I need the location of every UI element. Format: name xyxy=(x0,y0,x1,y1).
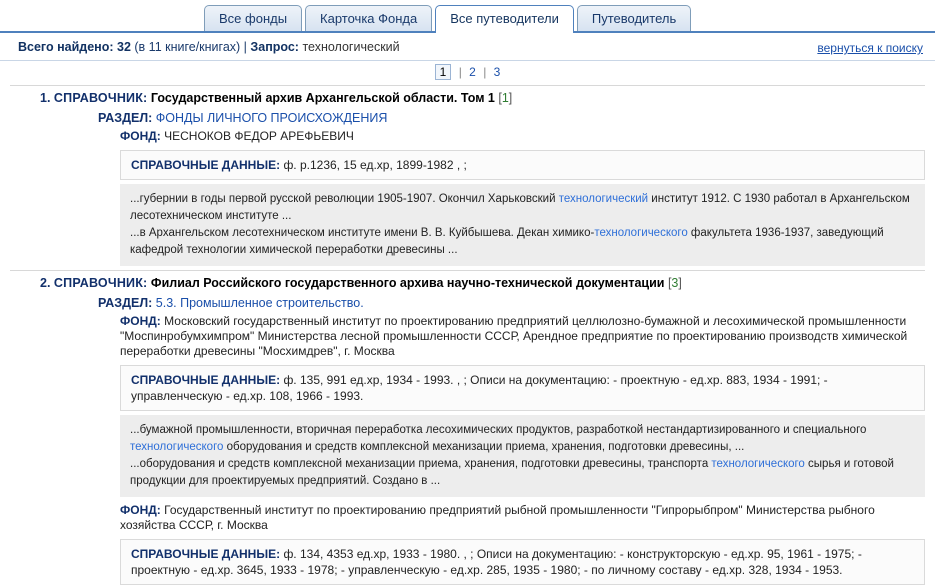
page-3-button[interactable]: 3 xyxy=(493,65,501,79)
fund-value: Московский государственный институт по проектированию предприятий целлюлозно-бумажной и лесохимической промышленности "Моспинробумхимпром" Министерства лесной промышленности СССР, Арендное предприятие по проектированию производств химической переработки древесины "Мосхимдрев", г. Москва xyxy=(120,314,908,358)
reference-data-value: ф. 135, 991 ед.хр, 1934 - 1993. , ; Описи на документацию: - проектную - ед.хр. 883, 1934 - 1991; - управленческую - ед.хр. 108, 1966 - 1993. xyxy=(131,373,828,403)
back-to-search-link[interactable]: вернуться к поиску xyxy=(817,41,923,55)
tab-all-funds[interactable]: Все фонды xyxy=(204,5,302,31)
count-bracket-close: ] xyxy=(678,276,682,290)
tab-list xyxy=(204,5,691,31)
fund-value: Государственный институт по проектированию предприятий рыбной промышленности "Гипрорыбпром" Министерства рыбного хозяйства СССР, г. Москва xyxy=(120,503,875,532)
results-list xyxy=(0,85,935,585)
pagination xyxy=(0,61,935,85)
result-item xyxy=(10,85,925,266)
snippet-line xyxy=(130,422,915,456)
fund-row xyxy=(98,312,925,361)
reference-data-label: СПРАВОЧНЫЕ ДАННЫЕ: xyxy=(131,158,281,172)
result-title[interactable]: Филиал Российского государственного архива научно-технической документации xyxy=(150,276,665,290)
reference-data-box xyxy=(120,150,925,180)
count-bracket-close: ] xyxy=(508,91,513,105)
reference-data-value: ф. р.1236, 15 ед.хр, 1899-1982 , ; xyxy=(283,158,467,172)
result-count xyxy=(668,276,682,290)
tab-fund-card[interactable]: Карточка Фонда xyxy=(305,5,432,31)
snippet-text: факультета 1936-1937, заведующий кафедрой технологии химической переработки древесины ... xyxy=(130,227,884,256)
fund-value: ЧЕСНОКОВ ФЕДОР АРЕФЬЕВИЧ xyxy=(164,129,354,143)
page-1-button[interactable]: 1 xyxy=(435,64,452,80)
result-item xyxy=(10,270,925,585)
result-heading xyxy=(10,270,925,293)
pager-separator-1: | xyxy=(458,65,462,79)
count-bracket-open: [ xyxy=(667,276,672,290)
snippet-box xyxy=(120,415,925,497)
highlighted-term[interactable]: технологический xyxy=(558,193,649,205)
count-value: 1 xyxy=(501,91,509,105)
section-value[interactable]: ФОНДЫ ЛИЧНОГО ПРОИСХОЖДЕНИЯ xyxy=(155,111,388,125)
query-value: технологический xyxy=(302,40,400,54)
results-summary xyxy=(0,33,935,61)
result-number: 2. xyxy=(40,276,51,290)
section-row xyxy=(98,293,925,312)
count-value: 3 xyxy=(671,276,679,290)
summary-separator: | xyxy=(243,40,247,54)
result-body xyxy=(10,293,925,585)
result-type-label[interactable]: СПРАВОЧНИК: xyxy=(53,91,148,105)
snippet-line xyxy=(130,191,915,225)
fund-label: ФОНД: xyxy=(120,314,161,328)
tab-bar xyxy=(0,0,935,33)
result-heading xyxy=(10,85,925,108)
snippet-text: ...оборудования и средств комплексной механизации приема, хранения, подготовки древесины, транспорта xyxy=(130,458,712,470)
fund-label: ФОНД: xyxy=(120,129,161,143)
tab-guide[interactable]: Путеводитель xyxy=(577,5,691,31)
fund-row xyxy=(98,127,925,146)
highlighted-term[interactable]: технологического xyxy=(711,458,805,470)
result-type-label[interactable]: СПРАВОЧНИК: xyxy=(53,276,148,290)
reference-data-box xyxy=(120,539,925,585)
section-value[interactable]: 5.3. Промышленное строительство. xyxy=(155,296,364,310)
found-count: 32 xyxy=(117,40,131,54)
found-books: (в 11 книге/книгах) xyxy=(134,40,241,54)
highlighted-term[interactable]: технологического xyxy=(594,227,688,239)
page-2-button[interactable]: 2 xyxy=(469,65,476,79)
result-body xyxy=(10,108,925,266)
snippet-line xyxy=(130,225,915,259)
reference-data-label: СПРАВОЧНЫЕ ДАННЫЕ: xyxy=(131,373,281,387)
section-row xyxy=(98,108,925,127)
found-label: Всего найдено: xyxy=(18,40,114,54)
query-label: Запрос: xyxy=(250,40,299,54)
result-count xyxy=(498,91,512,105)
pager-separator-2: | xyxy=(483,65,487,79)
snippet-box xyxy=(120,184,925,266)
section-label: РАЗДЕЛ: xyxy=(98,296,153,310)
result-number: 1. xyxy=(40,91,51,105)
reference-data-value: ф. 134, 4353 ед.хр, 1933 - 1980. , ; Описи на документацию: - конструкторскую - ед.хр. 95, 1961 - 1975; - проектную - ед.хр. 3645, 1933 - 1978; - управленческую - ед.хр. 285, 1935 - 1980; - по личному составу - ед.хр. 328, 1934 - 1953. xyxy=(131,547,862,577)
fund-row xyxy=(98,501,925,535)
snippet-text: ...в Архангельском лесотехническом институте имени В. В. Куйбышева. Декан химико- xyxy=(130,227,595,239)
snippet-text: институт 1912. С 1930 работал в Архангельском лесотехническом институте ... xyxy=(130,193,910,222)
snippet-text: ...губернии в годы первой русской революции 1905-1907. Окончил Харьковский xyxy=(130,193,559,205)
reference-data-label: СПРАВОЧНЫЕ ДАННЫЕ: xyxy=(131,547,281,561)
result-title[interactable]: Государственный архив Архангельской области. Том 1 xyxy=(150,91,495,105)
tab-all-guides[interactable]: Все путеводители xyxy=(435,5,574,33)
snippet-text: ...бумажной промышленности, вторичная переработка лесохимических продуктов, разработкой нестандартизированного и специального xyxy=(130,424,867,436)
reference-data-box xyxy=(120,365,925,411)
snippet-text: оборудования и средств комплексной механизации приема, хранения, подготовки древесины, ... xyxy=(223,441,745,453)
count-bracket-open: [ xyxy=(498,91,502,105)
snippet-text: сырья и готовой продукции для проектируемых предприятий. Создано в ... xyxy=(130,458,894,487)
snippet-line xyxy=(130,456,915,490)
section-label: РАЗДЕЛ: xyxy=(98,111,153,125)
highlighted-term[interactable]: технологического xyxy=(130,441,224,453)
fund-label: ФОНД: xyxy=(120,503,161,517)
